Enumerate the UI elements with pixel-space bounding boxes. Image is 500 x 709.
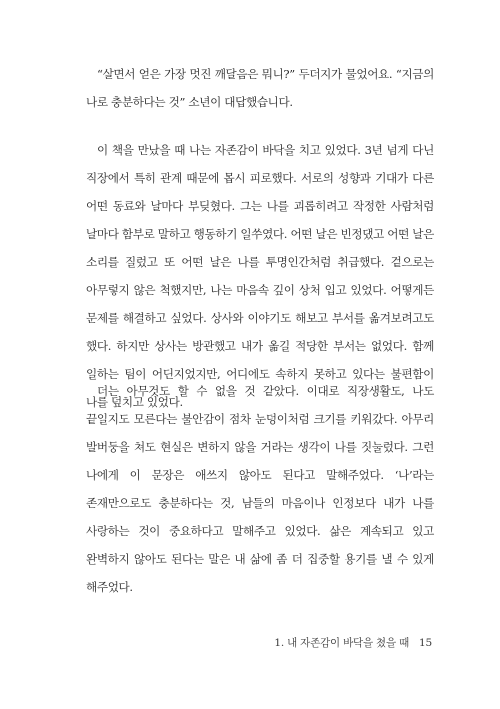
paragraph-reflection: 더는 아무것도 할 수 없을 것 같았다. 이대로 직장생활도, 나도 끝일지도 모른다는 불안감이 점차 눈덩이처럼 크기를 키워갔다. 아무리 발버둥을 쳐도 현실은 변하지 않을 거라는 생각이 나를 짓눌렀다. 그런 나에게 이 문장은 애쓰지 않아도 된다고 말해주었다. ‘나’라는 존재만으로도 충분하다는 것, 남들의 마음이나 인정보다 내가 나를 사랑하는 것이 중요하다고 말해주고 있었다. 삶은 계속되고 있고 완벽하지 않아도 된다는 말은 내 삶에 좀 더 집중할 용기를 낼 수 있게 해주었다. — [86, 384, 434, 594]
page-number: 15 — [419, 637, 432, 649]
paragraph-quote: “살면서 얻은 가장 멋진 깨달음은 뭐니?” 두더지가 물었어요. “지금의 나로 충분하다는 것” 소년이 대답했습니다. — [86, 67, 434, 109]
page-footer — [274, 635, 432, 650]
running-chapter-title: 1. 내 자존감이 바닥을 쳤을 때 — [274, 637, 410, 649]
paragraph-workplace: 이 책을 만났을 때 나는 자존감이 바닥을 치고 있었다. 3년 넘게 다닌 직장에서 특히 관계 때문에 몹시 피로했다. 서로의 성향과 기대가 다른 어떤 동료와 날마다 부딪혔다. 그는 나를 괴롭히려고 작정한 사람처럼 날마다 함부로 말하고 행동하기 일쑤였다. 어떤 날은 빈정댔고 어떤 날은 소리를 질렀고 또 어떤 날은 나를 투명인간처럼 취급했다. 겉으로는 아무렇지 않은 척했지만, 나는 마음속 깊이 상처 입고 있었다. 어떻게든 문제를 해결하고 싶었다. 상사와 이야기도 해보고 부서를 옮겨보려고도 했다. 하지만 상사는 방관했고 내가 옮길 적당한 부서는 없었다. 함께 일하는 팀이 어딘지었지만, 어디에도 속하지 못하고 있다는 불편함이 나를 덮치고 있었다. — [86, 143, 434, 409]
